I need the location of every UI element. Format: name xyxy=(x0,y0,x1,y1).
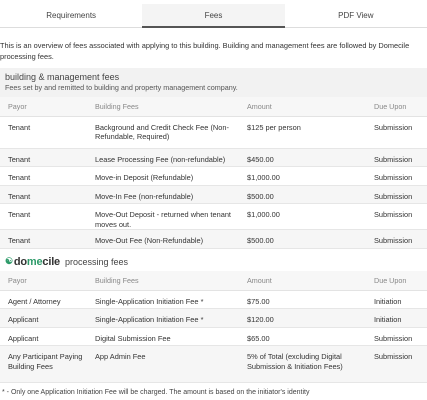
cell-payor: Agent / Attorney xyxy=(0,290,87,309)
building-fees-subtitle: Fees set by and remitted to building and property management company. xyxy=(5,83,238,92)
top-strip-right xyxy=(417,0,423,2)
domecile-logo xyxy=(5,256,60,268)
cell-payor: Applicant xyxy=(0,327,87,346)
header-amount: Amount xyxy=(240,271,371,290)
building-fees-header xyxy=(0,68,427,97)
table-row xyxy=(0,148,427,167)
cell-due: Initiation xyxy=(371,309,427,328)
tab-fees[interactable]: Fees xyxy=(142,4,284,27)
cell-amount: $120.00 xyxy=(240,309,371,328)
header-payor: Payor xyxy=(0,97,87,116)
cell-due: Initiation xyxy=(371,290,427,309)
table-header-row xyxy=(0,271,427,290)
logo-text-highlight: me xyxy=(26,255,43,268)
header-payor: Payor xyxy=(0,271,87,290)
cell-due: Submission xyxy=(371,230,427,249)
cell-amount: $65.00 xyxy=(240,327,371,346)
cell-amount: $500.00 xyxy=(240,185,371,204)
cell-amount: $1,000.00 xyxy=(240,204,371,230)
cell-fee: Single-Application Initiation Fee * xyxy=(87,290,240,309)
cell-fee: Background and Credit Check Fee (Non-Refundable, Required) xyxy=(87,116,240,148)
logo-text-prefix: do xyxy=(13,255,27,268)
table-row xyxy=(0,230,427,249)
cell-payor: Applicant xyxy=(0,309,87,328)
cell-payor: Tenant xyxy=(0,167,87,186)
tab-requirements[interactable]: Requirements xyxy=(46,11,97,20)
cell-amount: $500.00 xyxy=(240,230,371,249)
cell-due: Submission xyxy=(371,116,427,148)
cell-amount: $1,000.00 xyxy=(240,167,371,186)
header-amount: Amount xyxy=(240,97,371,116)
footnote: * - Only one Application Initiation Fee will be charged. The amount is based on the initiator's identity xyxy=(2,389,310,396)
cell-amount: 5% of Total (excluding Digital Submission & Initiation Fees) xyxy=(240,346,371,383)
cell-due: Submission xyxy=(371,204,427,230)
top-strip-left xyxy=(2,0,8,2)
cell-due: Submission xyxy=(371,185,427,204)
table-row xyxy=(0,167,427,186)
cell-payor: Tenant xyxy=(0,230,87,249)
tab-bar xyxy=(0,4,427,28)
cell-fee: Move-in Deposit (Refundable) xyxy=(87,167,240,186)
table-row xyxy=(0,185,427,204)
cell-fee: Single-Application Initiation Fee * xyxy=(87,309,240,328)
cell-payor: Tenant xyxy=(0,116,87,148)
table-header-row xyxy=(0,97,427,116)
cell-due: Submission xyxy=(371,148,427,167)
cell-payor: Any Participant Paying Building Fees xyxy=(0,346,87,383)
cell-due: Submission xyxy=(371,327,427,346)
cell-fee: App Admin Fee xyxy=(87,346,240,383)
table-row xyxy=(0,116,427,148)
fees-intro-text: This is an overview of fees associated with applying to this building. Building and management fees are followed by Domecile processing fees. xyxy=(0,41,410,61)
cell-payor: Tenant xyxy=(0,185,87,204)
processing-fees-table xyxy=(0,271,427,383)
cell-fee: Digital Submission Fee xyxy=(87,327,240,346)
logo-text-suffix: cile xyxy=(42,255,60,268)
table-row xyxy=(0,309,427,328)
table-row xyxy=(0,290,427,309)
domecile-logo-icon: ☯ xyxy=(5,256,13,266)
building-fees-title: building & management fees xyxy=(5,72,120,82)
cell-amount: $125 per person xyxy=(240,116,371,148)
header-due-upon: Due Upon xyxy=(371,97,427,116)
table-row xyxy=(0,346,427,383)
table-row xyxy=(0,204,427,230)
cell-fee: Move-In Fee (non-refundable) xyxy=(87,185,240,204)
cell-fee: Move-Out Deposit - returned when tenant moves out. xyxy=(87,204,240,230)
building-fees-table xyxy=(0,97,427,249)
table-row xyxy=(0,327,427,346)
cell-due: Submission xyxy=(371,346,427,383)
cell-payor: Tenant xyxy=(0,148,87,167)
domecile-fees-header xyxy=(0,252,427,271)
cell-amount: $75.00 xyxy=(240,290,371,309)
header-due-upon: Due Upon xyxy=(371,271,427,290)
cell-due: Submission xyxy=(371,167,427,186)
cell-amount: $450.00 xyxy=(240,148,371,167)
cell-payor: Tenant xyxy=(0,204,87,230)
header-building-fees: Building Fees xyxy=(87,97,240,116)
tab-pdf-view[interactable]: PDF View xyxy=(338,11,374,20)
header-building-fees: Building Fees xyxy=(87,271,240,290)
cell-fee: Lease Processing Fee (non-refundable) xyxy=(87,148,240,167)
cell-fee: Move-Out Fee (Non-Refundable) xyxy=(87,230,240,249)
processing-fees-title: processing fees xyxy=(64,256,129,267)
